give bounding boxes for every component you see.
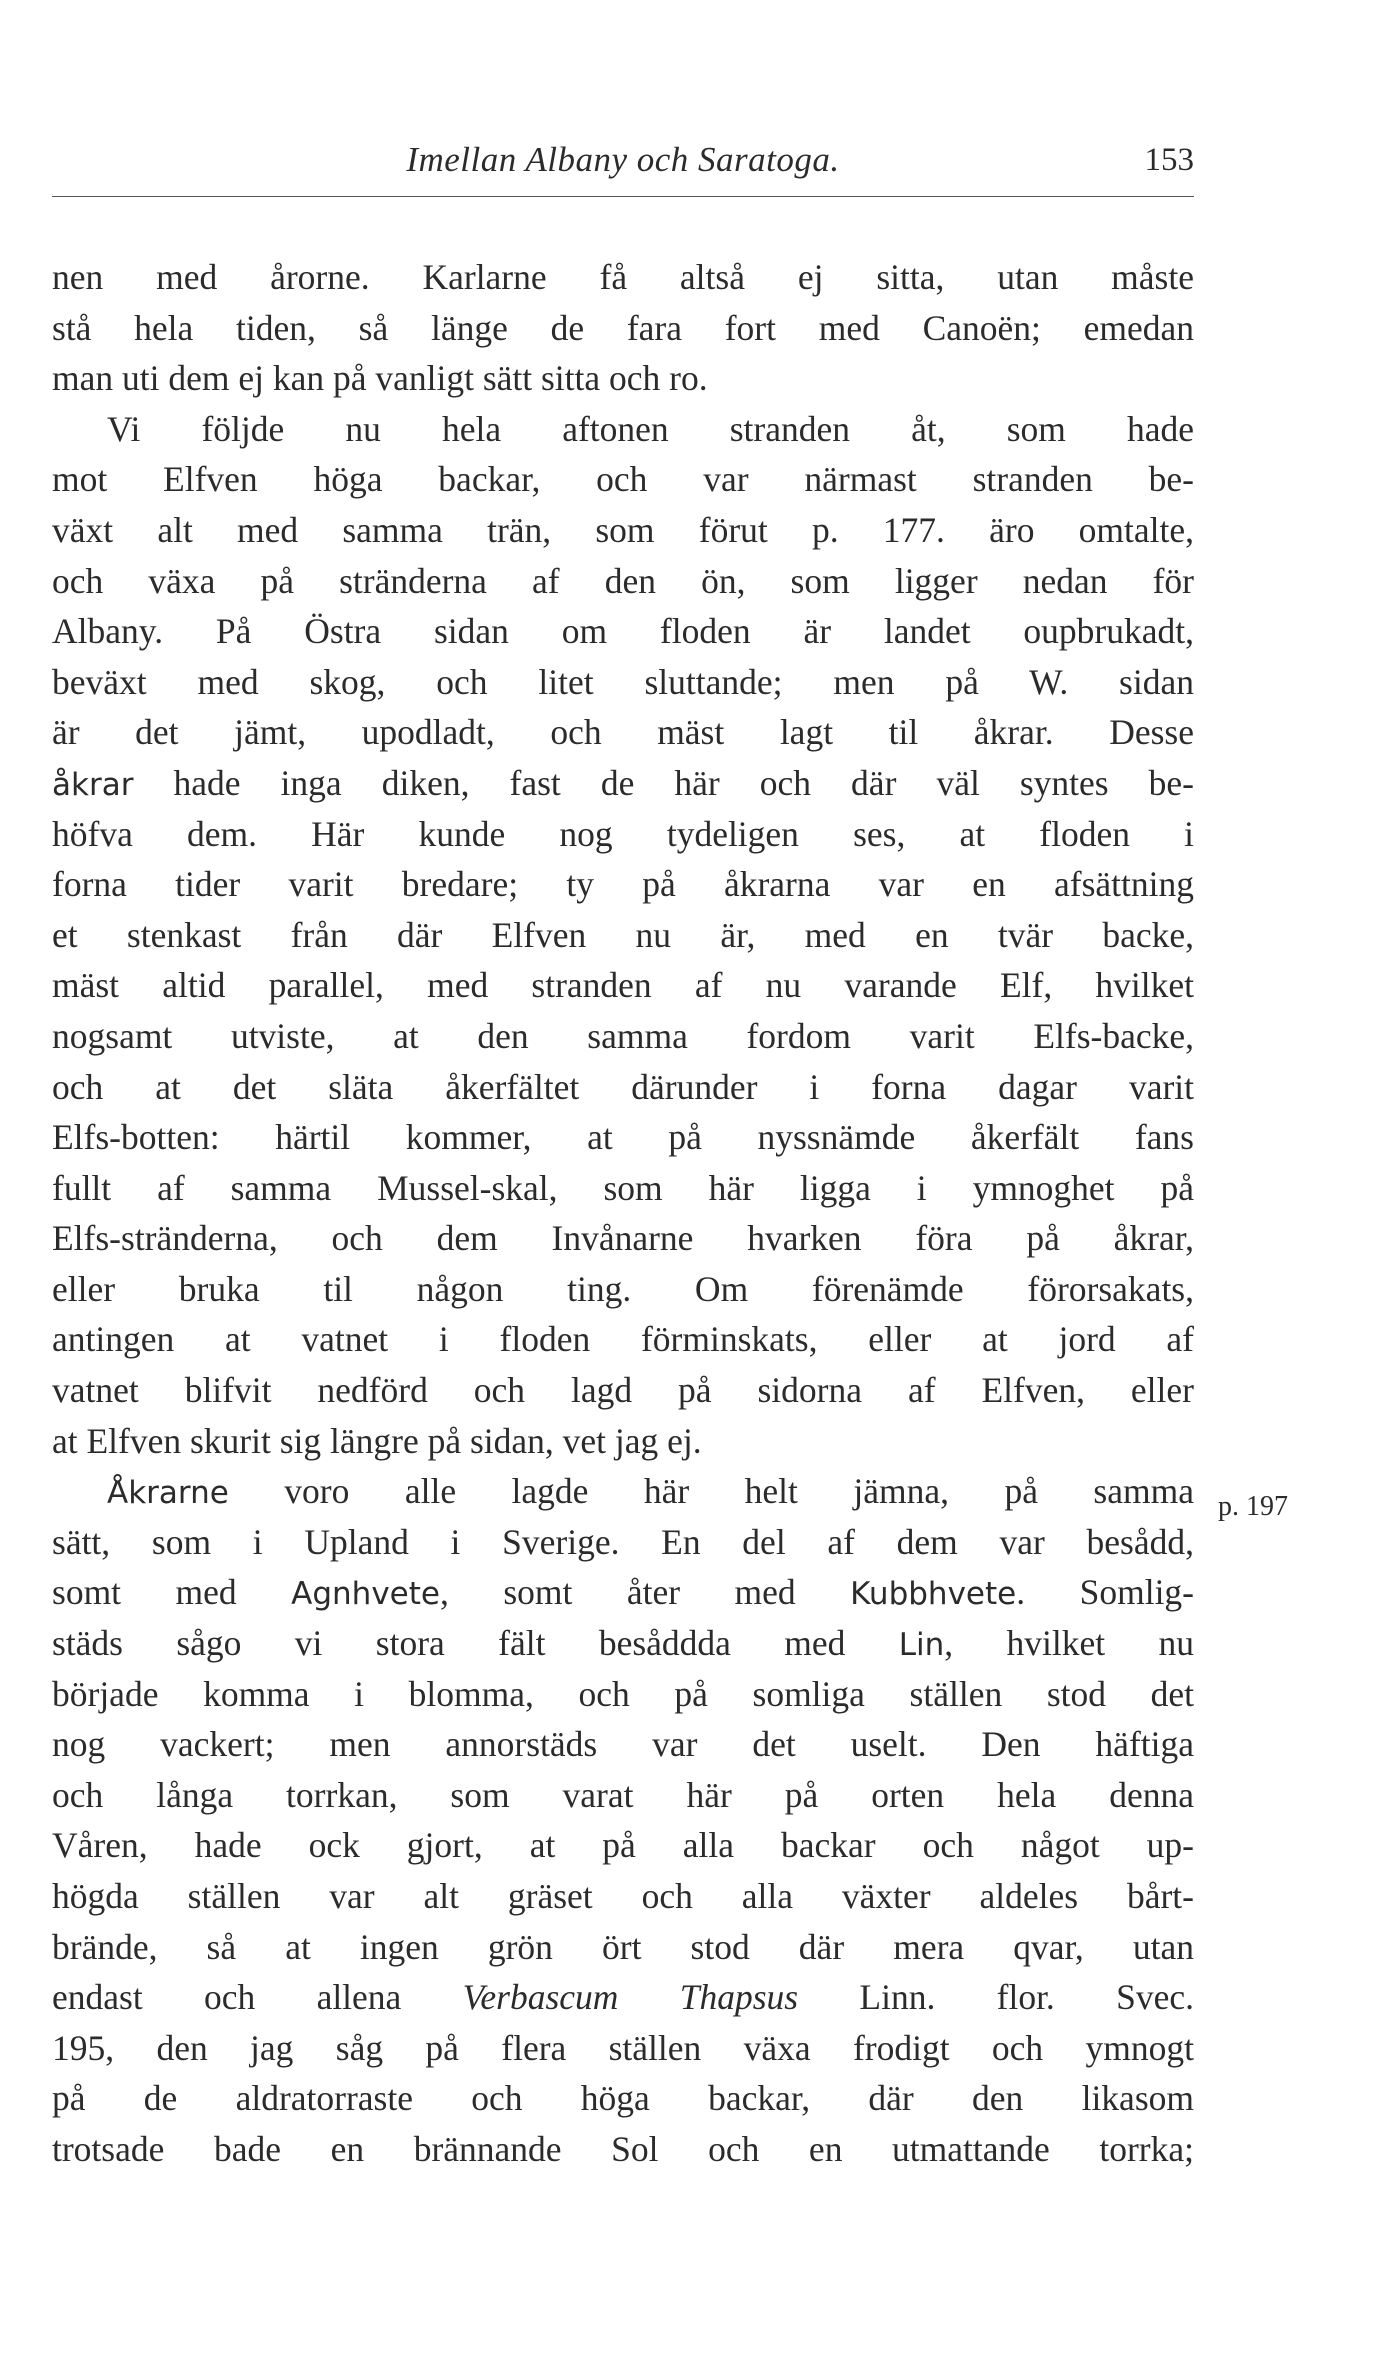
text-line: brände, så at ingen grön ört stod där mera qvar, utan bbox=[52, 1926, 1194, 1967]
species-name: Verbascum Thapsus bbox=[462, 1977, 799, 2018]
text-line: och långa torrkan, som varat här på orten hela denna bbox=[52, 1774, 1194, 1815]
running-title: Imellan Albany och Saratoga. bbox=[406, 140, 840, 179]
text-line: 195, den jag såg på flera ställen växa frodigt och ymnogt bbox=[52, 2027, 1194, 2068]
text-line: högda ställen var alt gräset och alla växter aldeles bårt- bbox=[52, 1876, 1194, 1916]
header-rule bbox=[52, 196, 1194, 197]
margin-note: p. 197 bbox=[1218, 1491, 1288, 1522]
text-line: man uti dem ej kan på vanligt sätt sitta och ro. bbox=[52, 358, 708, 399]
text-line: Elfs-botten: härtil kommer, at på nyssnämde åkerfält fans bbox=[52, 1117, 1194, 1158]
text-line: beväxt med skog, och litet sluttande; men på W. sidan bbox=[52, 661, 1194, 702]
emphasis-term: Lin bbox=[898, 1627, 945, 1664]
text-line: vatnet blifvit nedförd och lagd på sidorna af Elfven, eller bbox=[52, 1370, 1194, 1411]
text-line: eller bruka til någon ting. Om förenämde förorsakats, bbox=[52, 1268, 1194, 1309]
text-line: somt med Agnhvete, somt åter med Kubbhvete. Somlig- bbox=[52, 1572, 1194, 1613]
text-line: mäst altid parallel, med stranden af nu varande Elf, hvilket bbox=[52, 965, 1194, 1006]
text-line: sätt, som i Upland i Sverige. En del af dem var besådd, bbox=[52, 1521, 1194, 1562]
text-line: började komma i blomma, och på somliga ställen stod det bbox=[52, 1673, 1194, 1714]
text-line: höfva dem. Här kunde nog tydeligen ses, at floden i bbox=[52, 813, 1194, 854]
text-line: stå hela tiden, så länge de fara fort med Canoën; emedan bbox=[52, 307, 1194, 348]
text-line: fullt af samma Mussel-skal, som här ligga i ymnoghet på bbox=[52, 1167, 1194, 1208]
text-line: nog vackert; men annorstäds var det uselt. Den häftiga bbox=[52, 1724, 1194, 1765]
text-line: växt alt med samma trän, som förut p. 177. äro omtalte, bbox=[52, 509, 1194, 550]
text-line: Våren, hade ock gjort, at på alla backar och något up- bbox=[52, 1825, 1194, 1866]
text-line: på de aldratorraste och höga backar, där den likasom bbox=[52, 2078, 1194, 2119]
text-line: Vi följde nu hela aftonen stranden åt, som hade bbox=[107, 408, 1194, 449]
emphasis-term: Agnhvete bbox=[291, 1576, 440, 1613]
text-line: trotsade bade en brännande Sol och en utmattande torrka; bbox=[52, 2128, 1194, 2169]
text-line: antingen at vatnet i floden förminskats, eller at jord af bbox=[52, 1319, 1194, 1360]
text-line: forna tider varit bredare; ty på åkrarna var en afsättning bbox=[52, 864, 1194, 905]
text-line: at Elfven skurit sig längre på sidan, vet jag ej. bbox=[52, 1420, 702, 1461]
text-line: Åkrarne voro alle lagde här helt jämna, på samma bbox=[107, 1471, 1194, 1512]
text-line: åkrar hade inga diken, fast de här och där väl syntes be- bbox=[52, 762, 1194, 803]
emphasis-term: Kubbhvete bbox=[850, 1576, 1017, 1613]
text-line: mot Elfven höga backar, och var närmast stranden be- bbox=[52, 459, 1194, 500]
text-line: nogsamt utviste, at den samma fordom varit Elfs-backe, bbox=[52, 1015, 1194, 1056]
text-line: endast och allena Verbascum Thapsus Linn. flor. Svec. bbox=[52, 1977, 1194, 2018]
text-line: Albany. På Östra sidan om floden är landet oupbrukadt, bbox=[52, 611, 1194, 652]
running-header bbox=[52, 140, 1194, 200]
text-line: städs sågo vi stora fält besåddda med Lin, hvilket nu bbox=[52, 1623, 1194, 1664]
text-line: et stenkast från där Elfven nu är, med en tvär backe, bbox=[52, 914, 1194, 955]
text-line: och växa på stränderna af den ön, som ligger nedan för bbox=[52, 560, 1194, 601]
text-line: Elfs-stränderna, och dem Invånarne hvarken föra på åkrar, bbox=[52, 1218, 1194, 1259]
body-text bbox=[52, 252, 1194, 2175]
page-number: 153 bbox=[1144, 142, 1194, 178]
emphasis-term: Åkrarne bbox=[107, 1475, 229, 1512]
emphasis-term: åkrar bbox=[52, 766, 134, 803]
text-line: och at det släta åkerfältet därunder i forna dagar varit bbox=[52, 1066, 1194, 1107]
text-line: nen med årorne. Karlarne få altså ej sitta, utan måste bbox=[52, 257, 1194, 297]
text-line: är det jämt, upodladt, och mäst lagt til åkrar. Desse bbox=[52, 712, 1194, 753]
